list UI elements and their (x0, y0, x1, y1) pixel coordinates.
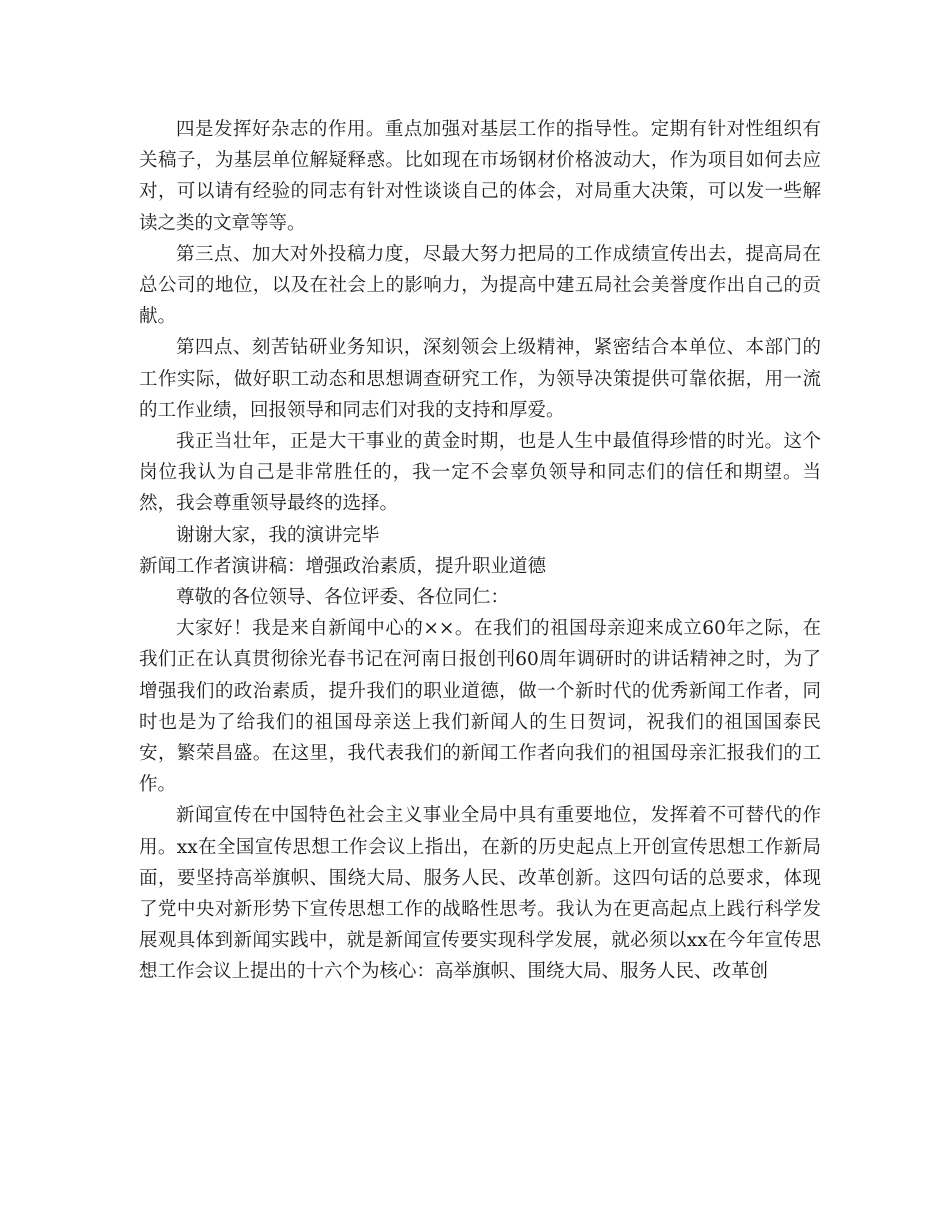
paragraph-magazine-role: 四是发挥好杂志的作用。重点加强对基层工作的指导性。定期有针对性组织有关稿子，为基层单位解疑释惑。比如现在市场钢材价格波动大，作为项目如何去应对，可以请有经验的同志有针对性谈谈自己的体会，对局重大决策，可以发一些解读之类的文章等等。 (139, 119, 821, 234)
paragraph-news-propaganda: 新闻宣传在中国特色社会主义事业全局中具有重要地位，发挥着不可替代的作用。xx在全国宣传思想工作会议上指出，在新的历史起点上开创宣传思想工作新局面，要坚持高举旗帜、围绕大局、服务人民、改革创新。这四句话的总要求，体现了党中央对新形势下宣传思想工作的战略性思考。我认为在更高起点上践行科学发展观具体到新闻实践中，就是新闻宣传要实现科学发展，就必须以xx在今年宣传思想工作会议上提出的十六个为核心：高举旗帜、围绕大局、服务人民、改革创 (139, 805, 821, 983)
body-text (139, 114, 821, 988)
paragraph-fourth-point: 第四点、刻苦钻研业务知识，深刻领会上级精神，紧密结合本单位、本部门的工作实际，做好职工动态和思想调查研究工作，为领导决策提供可靠依据，用一流的工作业绩，回报领导和同志们对我的支持和厚爱。 (139, 337, 821, 421)
paragraph-third-point: 第三点、加大对外投稿力度，尽最大努力把局的工作成绩宣传出去，提高局在总公司的地位，以及在社会上的影响力，为提高中建五局社会美誉度作出自己的贡献。 (139, 243, 821, 328)
speech-title: 新闻工作者演讲稿：增强政治素质，提升职业道德 (139, 555, 547, 577)
salutation: 尊敬的各位领导、各位评委、各位同仁： (176, 587, 510, 609)
paragraph-greeting: 大家好！我是来自新闻中心的××。在我们的祖国母亲迎来成立60年之际，在我们正在认真贯彻徐光春书记在河南日报创刊60周年调研时的讲话精神之时，为了增强我们的政治素质，提升我们的职业道德，做一个新时代的优秀新闻工作者，同时也是为了给我们的祖国母亲送上我们新闻人的生日贺词，祝我们的祖国国泰民安，繁荣昌盛。在这里，我代表我们的新闻工作者向我们的祖国母亲汇报我们的工作。 (139, 618, 821, 796)
paragraph-thanks: 谢谢大家，我的演讲完毕 (176, 524, 380, 546)
paragraph-closing-statement: 我正当壮年，正是大干事业的黄金时期，也是人生中最值得珍惜的时光。这个岗位我认为自己是非常胜任的，我一定不会辜负领导和同志们的信任和期望。当然，我会尊重领导最终的选择。 (139, 431, 821, 515)
